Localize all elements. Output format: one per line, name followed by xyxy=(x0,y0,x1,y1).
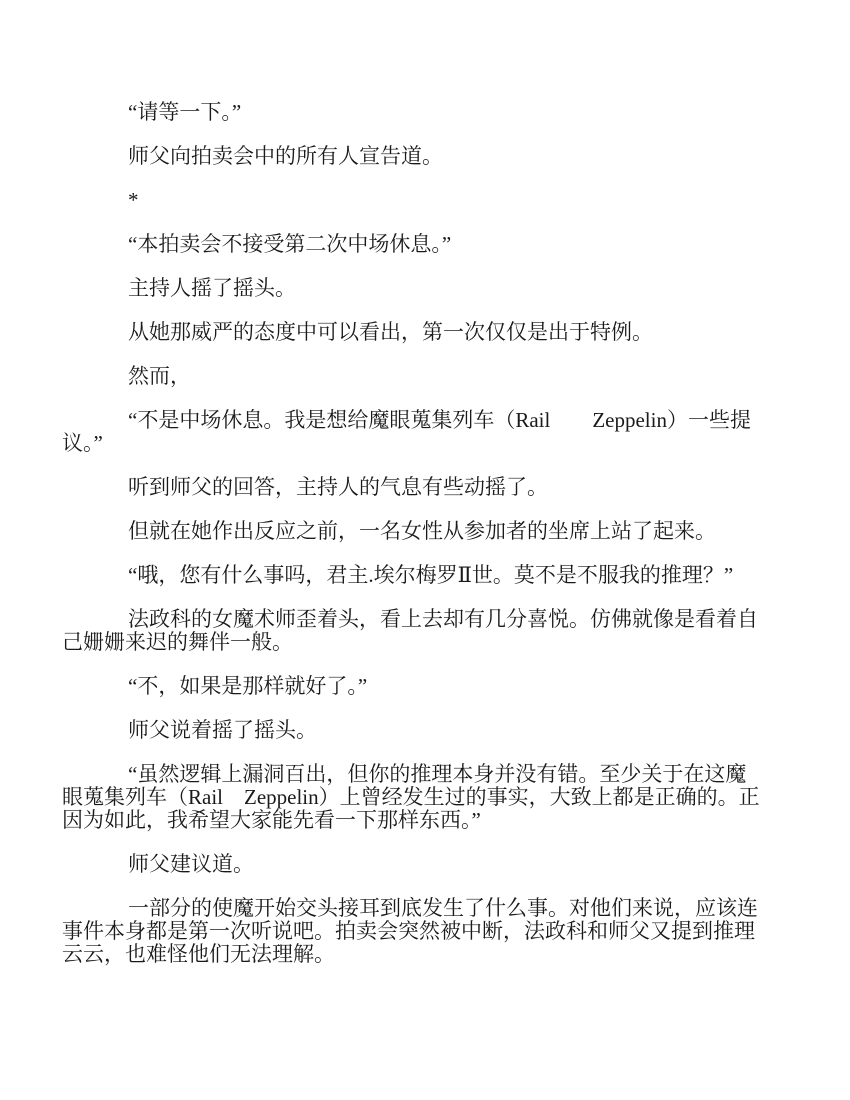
paragraph-17: 一部分的使魔开始交头接耳到底发生了什么事。对他们来说，应该连事件本身都是第一次听说吧。拍卖会突然被中断，法政科和师父又提到推理云云，也难怪他们无法理解。 xyxy=(62,896,758,966)
paragraph-9: 听到师父的回答，主持人的气息有些动摇了。 xyxy=(128,475,548,499)
paragraph-1: “请等一下。” xyxy=(128,100,242,124)
paragraph-10: 但就在她作出反应之前，一名女性从参加者的坐席上站了起来。 xyxy=(128,519,716,543)
paragraph-6: 从她那威严的态度中可以看出，第一次仅仅是出于特例。 xyxy=(128,320,653,344)
paragraph-13: “不，如果是那样就好了。” xyxy=(128,674,368,698)
paragraph-2: 师父向拍卖会中的所有人宣告道。 xyxy=(128,144,443,168)
paragraph-4: “本拍卖会不接受第二次中场休息。” xyxy=(128,232,452,256)
paragraph-3-scene-break: * xyxy=(128,188,139,212)
paragraph-12: 法政科的女魔术师歪着头，看上去却有几分喜悦。仿佛就像是看着自己姗姗来迟的舞伴一般。 xyxy=(62,607,758,654)
paragraph-14: 师父说着摇了摇头。 xyxy=(128,718,317,742)
paragraph-7: 然而， xyxy=(128,364,191,388)
paragraph-5: 主持人摇了摇头。 xyxy=(128,276,296,300)
paragraph-16: 师父建议道。 xyxy=(128,852,254,876)
paragraph-11: “哦，您有什么事吗，君主.埃尔梅罗Ⅱ世。莫不是不服我的推理？” xyxy=(128,563,734,587)
paragraph-8: “不是中场休息。我是想给魔眼蒐集列车（Rail Zeppelin）一些提议。” xyxy=(62,408,751,455)
paragraph-15: “虽然逻辑上漏洞百出，但你的推理本身并没有错。至少关于在这魔眼蒐集列车（Rail Zeppelin）上曾经发生过的事实，大致上都是正确的。正因为如此，我希望大家能先看一下那样东西。” xyxy=(62,762,760,832)
